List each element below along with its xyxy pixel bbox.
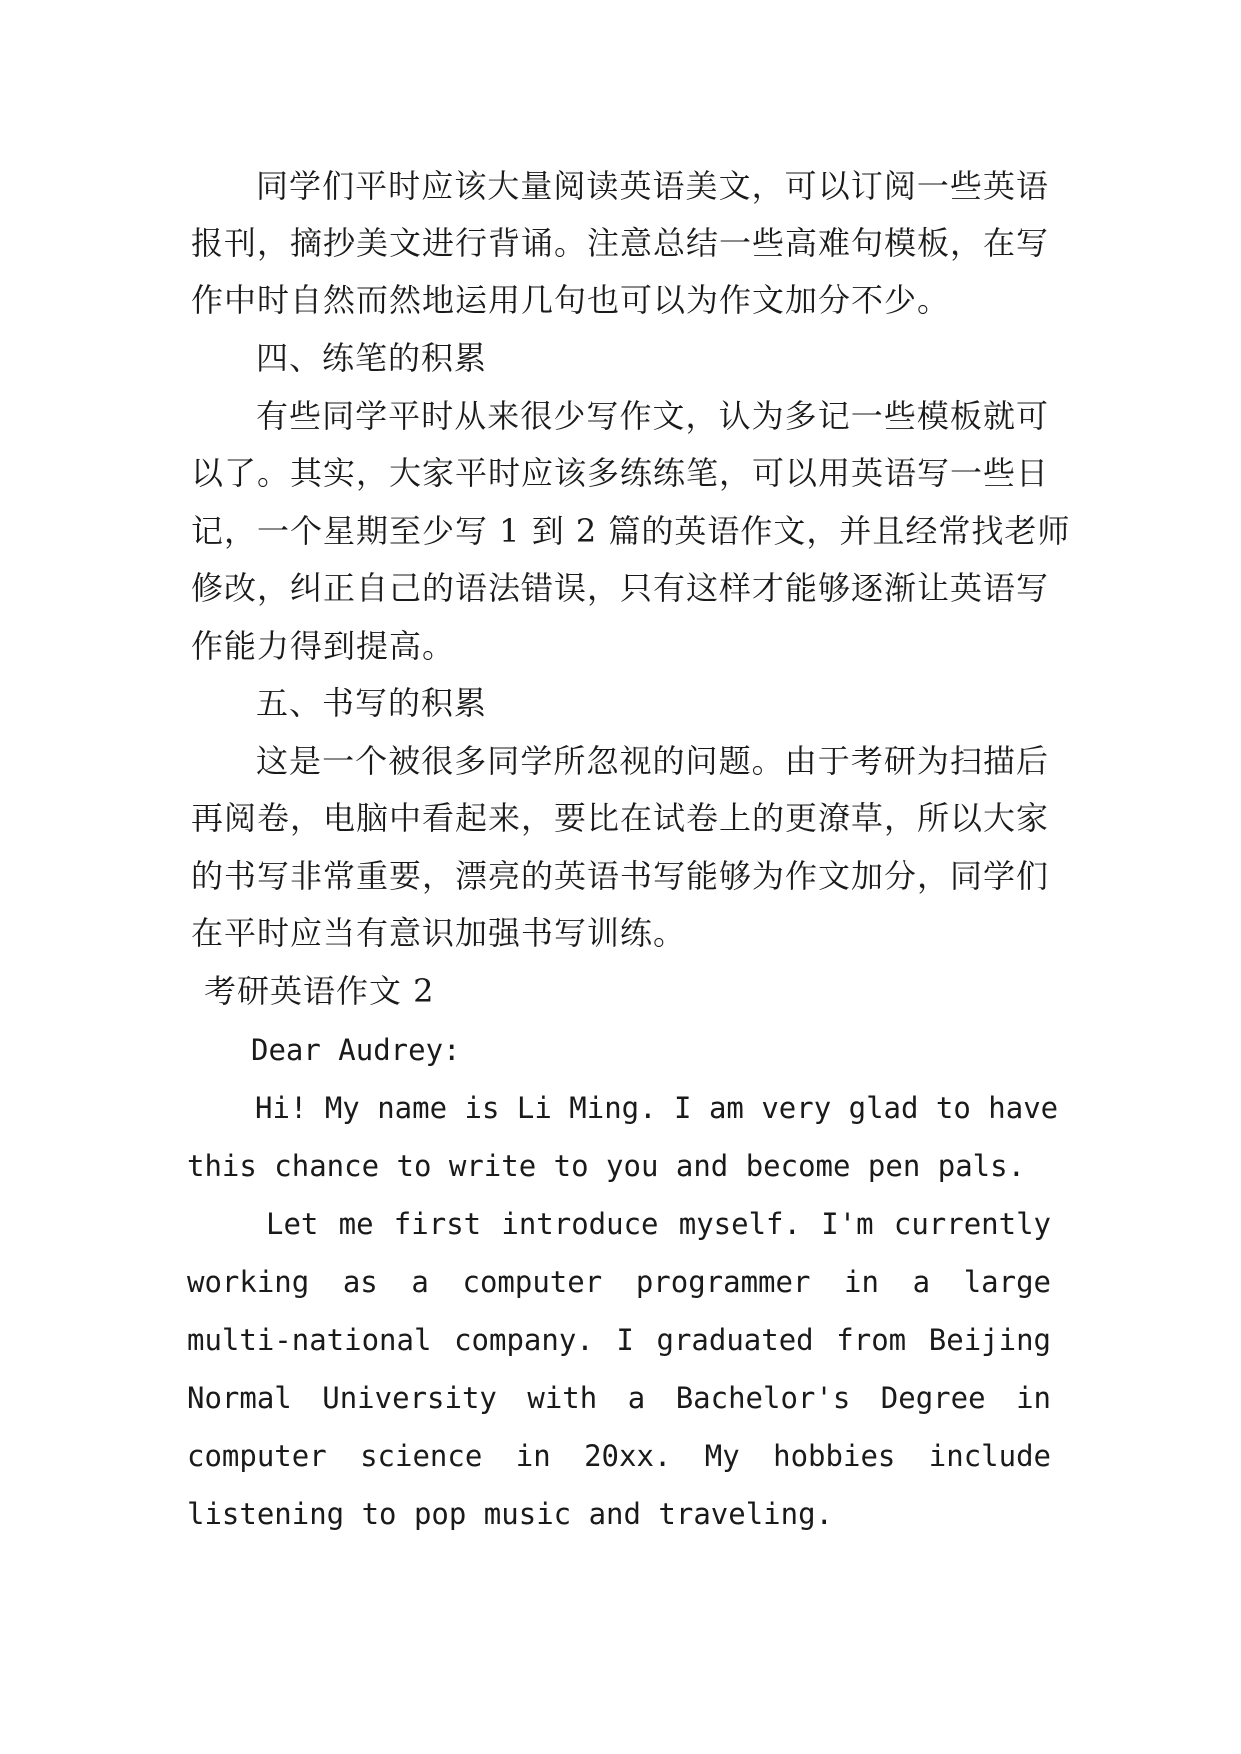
paragraph-line: 作能力得到提高。 [191, 627, 456, 665]
section-heading: 五、书写的积累 [256, 684, 488, 722]
letter-line: multi-national company. I graduated from Beijing [187, 1323, 1051, 1357]
letter-line: Let me first introduce myself. I'm currently [266, 1207, 1051, 1241]
letter-line: Hi! My name is Li Ming. I am very glad to have [255, 1091, 1059, 1125]
letter-line: listening to pop music and traveling. [187, 1497, 834, 1531]
paragraph-line: 修改，纠正自己的语法错误，只有这样才能够逐渐让英语写 [191, 569, 1050, 607]
section-heading: 四、练笔的积累 [256, 339, 488, 377]
paragraph-line: 同学们平时应该大量阅读英语美文，可以订阅一些英语 [256, 167, 1049, 205]
paragraph-line: 的书写非常重要，漂亮的英语书写能够为作文加分，同学们 [191, 857, 1050, 895]
essay-title: 考研英语作文 2 [204, 972, 435, 1010]
paragraph-line: 记，一个星期至少写 1 到 2 篇的英语作文，并且经常找老师 [191, 512, 1071, 550]
letter-line: computer science in 20xx. My hobbies include [187, 1439, 1051, 1473]
paragraph-line: 在平时应当有意识加强书写训练。 [191, 914, 687, 952]
letter-line: Normal University with a Bachelor's Degree in [187, 1381, 1051, 1415]
paragraph-line: 有些同学平时从来很少写作文，认为多记一些模板就可 [256, 397, 1049, 435]
salutation: Dear Audrey: [251, 1033, 461, 1067]
paragraph-line: 这是一个被很多同学所忽视的问题。由于考研为扫描后 [256, 742, 1049, 780]
paragraph-line: 报刊，摘抄美文进行背诵。注意总结一些高难句模板，在写 [191, 224, 1050, 262]
paragraph-line: 再阅卷，电脑中看起来，要比在试卷上的更潦草，所以大家 [191, 799, 1050, 837]
paragraph-line: 作中时自然而然地运用几句也可以为作文加分不少。 [191, 281, 951, 319]
letter-line: this chance to write to you and become pen pals. [187, 1149, 1026, 1183]
paragraph-line: 以了。其实，大家平时应该多练练笔，可以用英语写一些日 [191, 454, 1050, 492]
letter-line: working as a computer programmer in a large [187, 1265, 1051, 1299]
